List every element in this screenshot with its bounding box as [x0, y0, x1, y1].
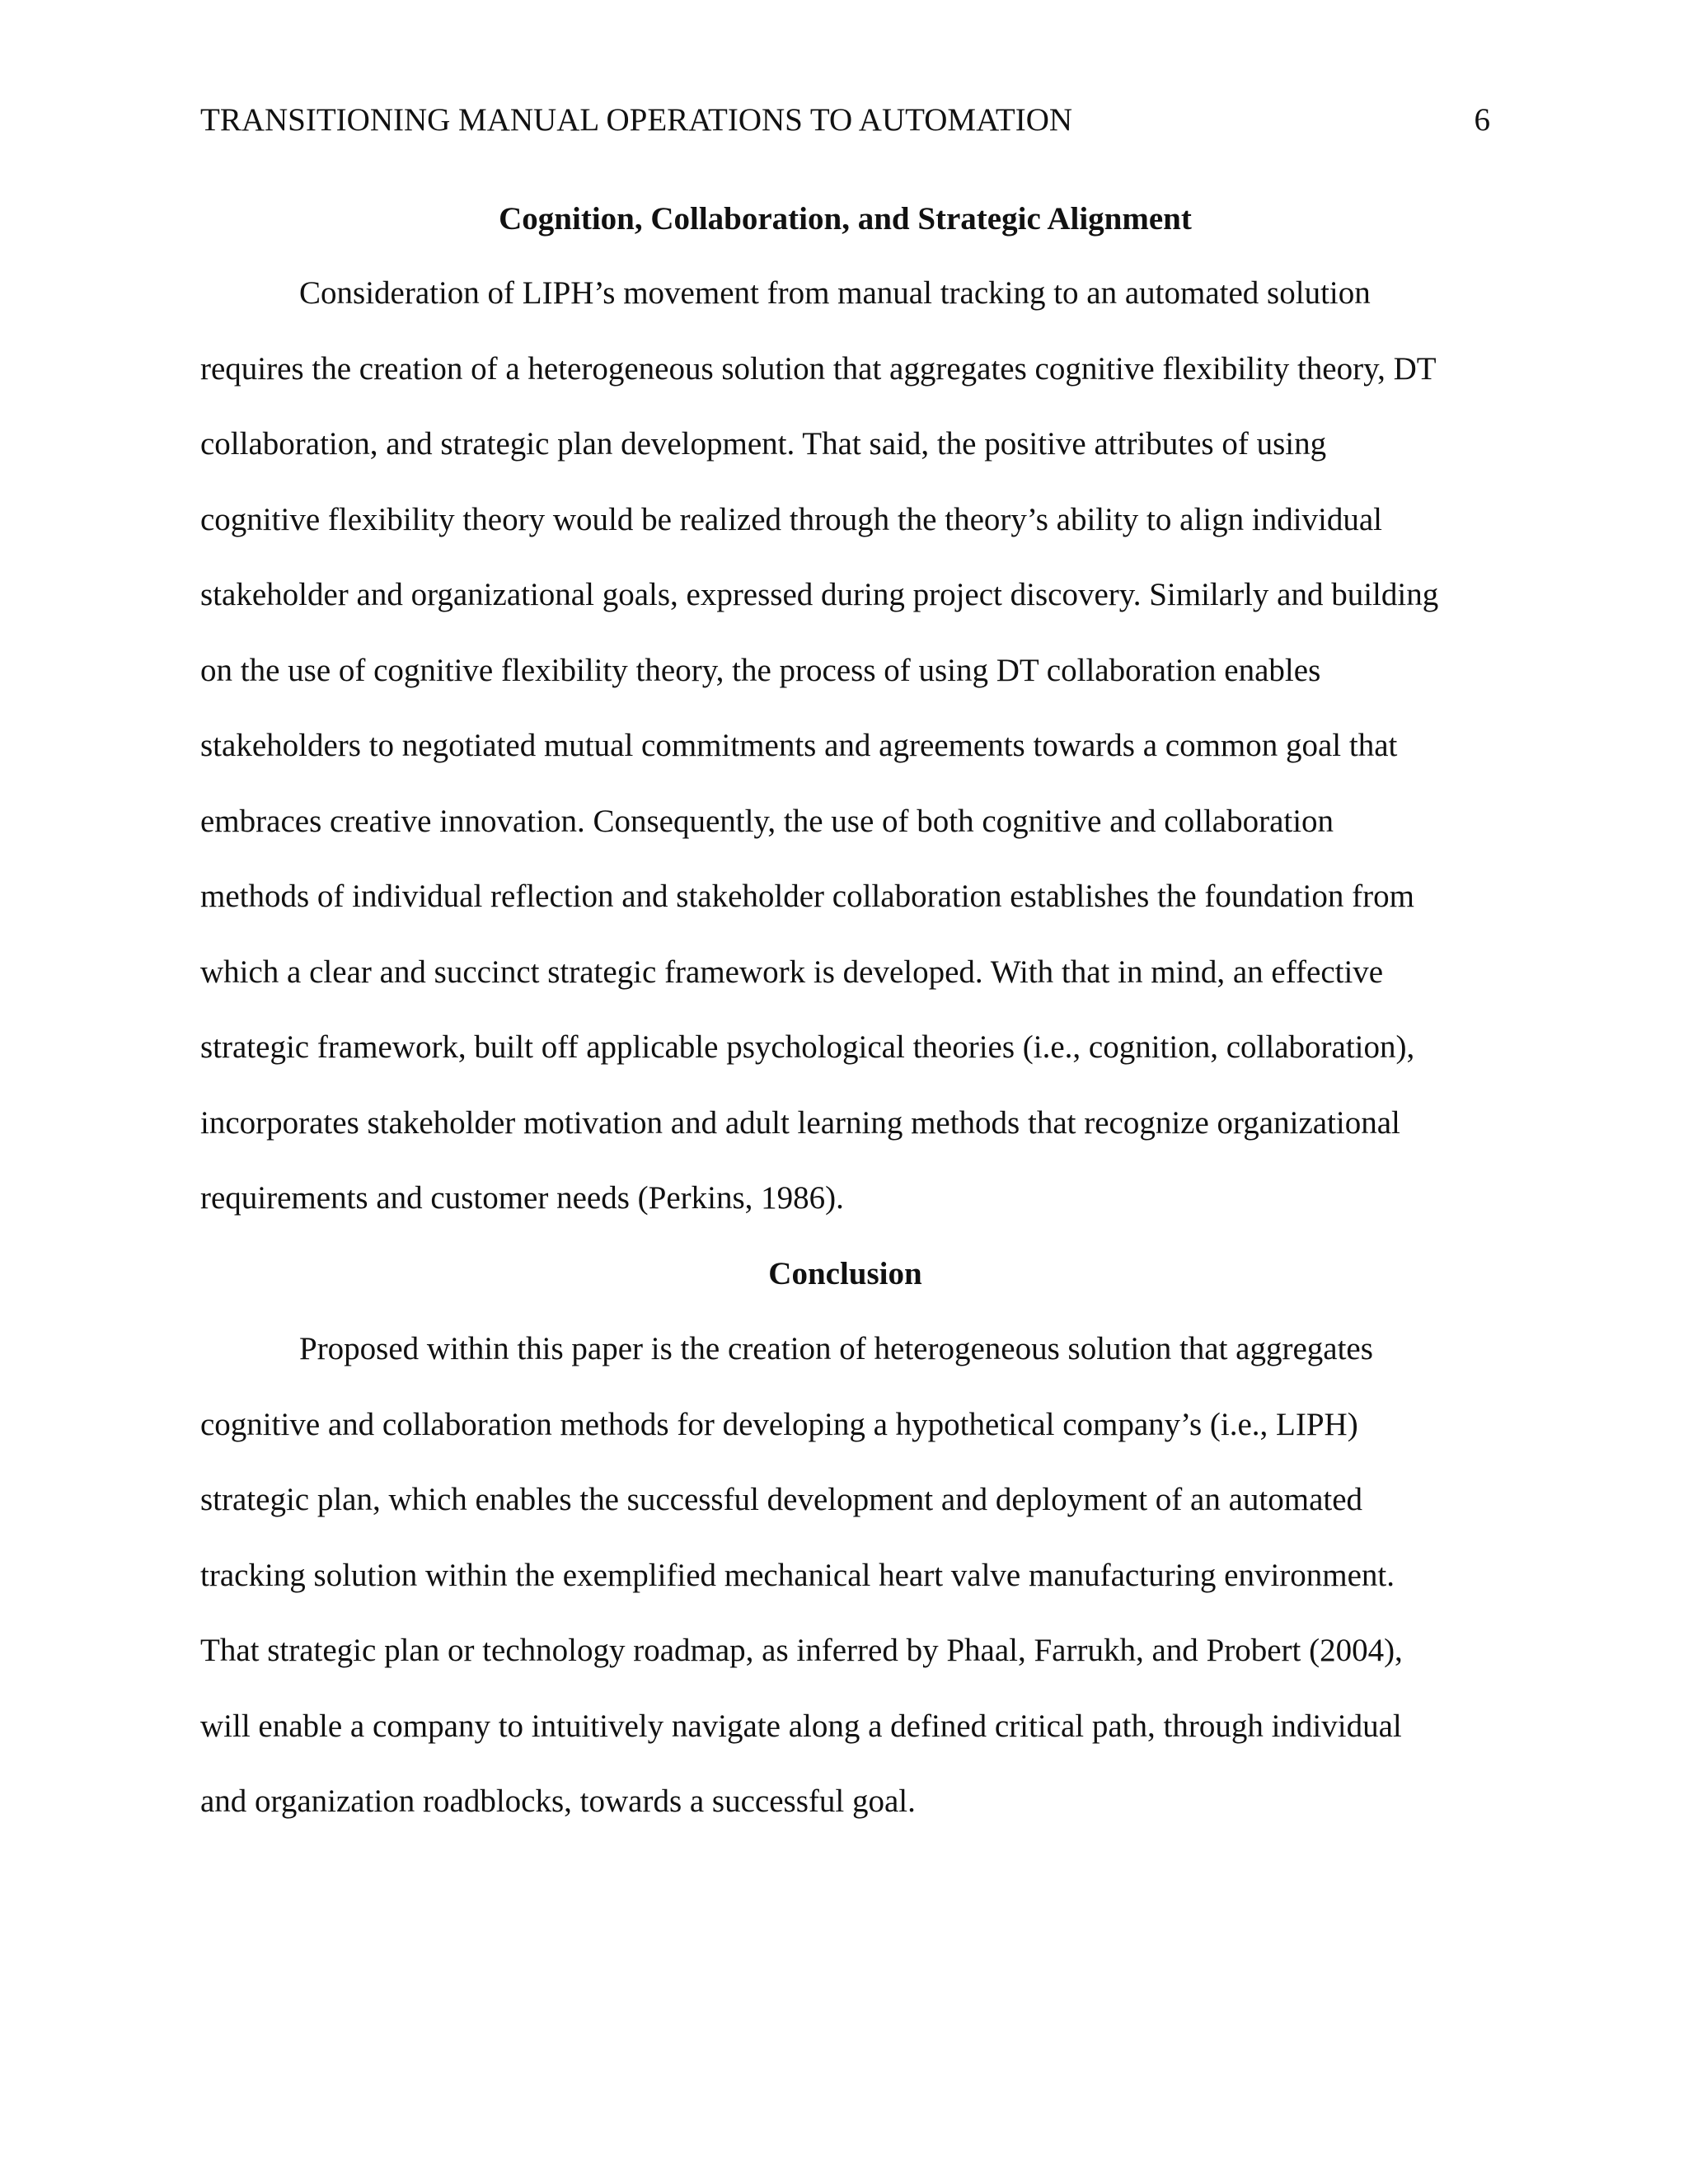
paragraph-line: embraces creative innovation. Consequently, the use of both cognitive and collaboration — [200, 804, 1334, 839]
paragraph-line: will enable a company to intuitively navigate along a defined critical path, through individual — [200, 1708, 1402, 1744]
paragraph-line: requirements and customer needs (Perkins, 1986). — [200, 1180, 844, 1216]
paragraph-line: strategic plan, which enables the successful development and deployment of an automated — [200, 1482, 1363, 1517]
paragraph-line: requires the creation of a heterogeneous solution that aggregates cognitive flexibility theory, DT — [200, 351, 1437, 387]
paragraph-line: on the use of cognitive flexibility theory, the process of using DT collaboration enables — [200, 653, 1321, 688]
page-number: 6 — [1474, 102, 1490, 138]
paragraph-line: Proposed within this paper is the creation of heterogeneous solution that aggregates — [299, 1331, 1373, 1366]
paragraph-line: Consideration of LIPH’s movement from manual tracking to an automated solution — [299, 275, 1371, 311]
paragraph-line: stakeholder and organizational goals, expressed during project discovery. Similarly and building — [200, 577, 1439, 612]
running-head: TRANSITIONING MANUAL OPERATIONS TO AUTOMATION — [200, 102, 1073, 138]
paragraph-line: which a clear and succinct strategic framework is developed. With that in mind, an effective — [200, 954, 1384, 990]
paragraph-line: cognitive and collaboration methods for developing a hypothetical company’s (i.e., LIPH) — [200, 1407, 1358, 1442]
paragraph-line: strategic framework, built off applicable psychological theories (i.e., cognition, collaboration), — [200, 1029, 1415, 1065]
paragraph-line: That strategic plan or technology roadmap, as inferred by Phaal, Farrukh, and Probert (2004), — [200, 1633, 1403, 1668]
paragraph-line: methods of individual reflection and stakeholder collaboration establishes the foundation from — [200, 879, 1414, 914]
paragraph-line: tracking solution within the exemplified mechanical heart valve manufacturing environment. — [200, 1558, 1395, 1593]
paragraph-line: cognitive flexibility theory would be realized through the theory’s ability to align individual — [200, 502, 1383, 537]
section-heading-conclusion: Conclusion — [768, 1256, 922, 1291]
paragraph-line: incorporates stakeholder motivation and adult learning methods that recognize organizational — [200, 1105, 1400, 1141]
paragraph-line: collaboration, and strategic plan development. That said, the positive attributes of using — [200, 426, 1327, 462]
paragraph-line: and organization roadblocks, towards a successful goal. — [200, 1783, 916, 1819]
paragraph-line: stakeholders to negotiated mutual commitments and agreements towards a common goal that — [200, 728, 1398, 763]
section-heading-cognition: Cognition, Collaboration, and Strategic Alignment — [499, 201, 1192, 237]
